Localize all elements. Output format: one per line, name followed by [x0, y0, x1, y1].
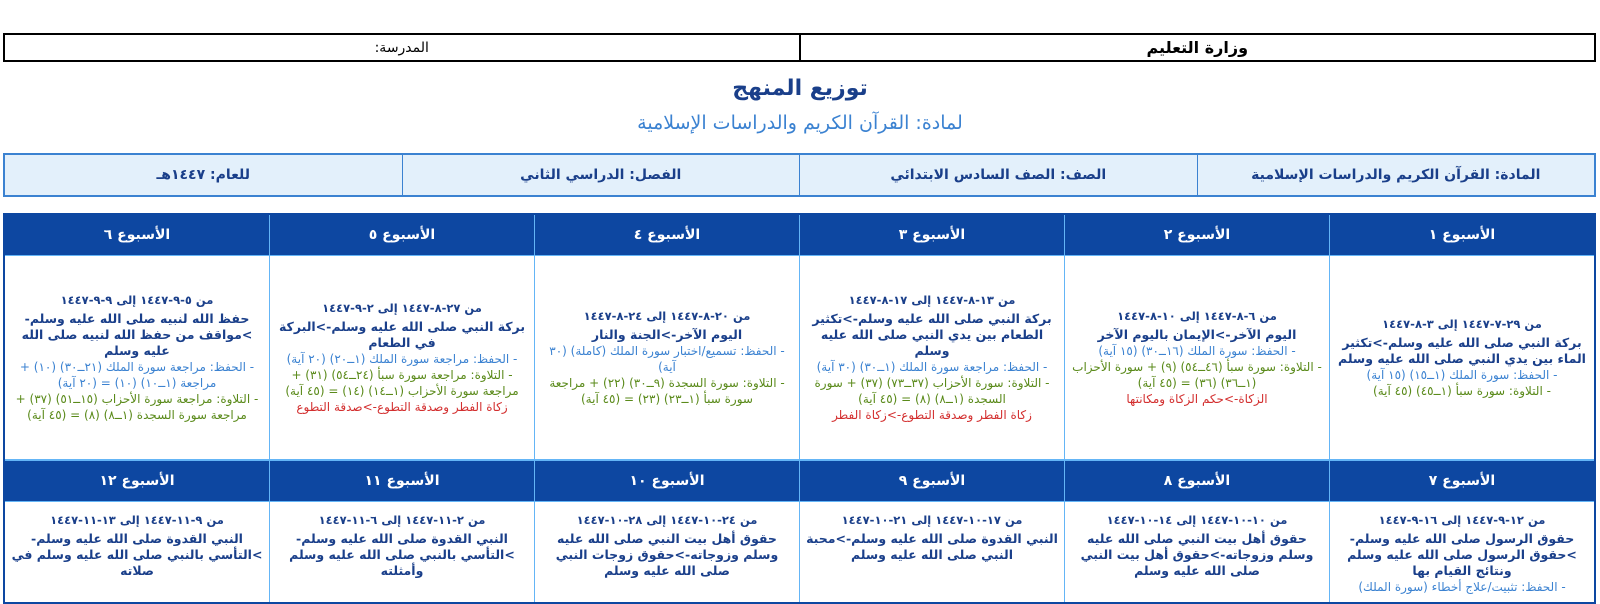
week-cell: [270, 215, 535, 459]
week-body: [1065, 502, 1329, 602]
term-info: الفصل: الدراسي الثاني: [403, 155, 801, 195]
week-lesson: النبي القدوة صلى الله عليه وسلم->التأسي بالنبي صلى الله عليه وسلم وأمثلته: [289, 531, 515, 578]
week-header: الأسبوع ١: [1330, 215, 1594, 256]
year-info: للعام: ١٤٤٧هـ: [5, 155, 403, 195]
week-date: من ٢٤-١٠-١٤٤٧ إلى ٢٨-١٠-١٤٤٧: [576, 513, 758, 527]
week-header: الأسبوع ١١: [270, 459, 534, 502]
week-body: [5, 256, 269, 459]
week-tilawa: - التلاوة: سورة سبأ (٤٦ــ٥٤) (٩) + سورة الأحزاب (١ــ٣٦) (٣٦) = (٤٥ آية): [1072, 360, 1322, 390]
week-lesson: حفظ الله لنبيه صلى الله عليه وسلم->مواقف من حفظ الله لنبيه صلى الله عليه وسلم: [21, 311, 253, 358]
ministry-name: وزارة التعليم: [1146, 38, 1249, 57]
week-lesson: بركة النبي صلى الله عليه وسلم->تكثير الطعام بين يدي النبي صلى الله عليه وسلم: [812, 311, 1052, 358]
week-body: [535, 256, 799, 459]
week-date: من ٢٧-٨-١٤٤٧ إلى ٢-٩-١٤٤٧: [322, 301, 482, 315]
week-hifz: - الحفظ: مراجعة سورة الملك (٢١ــ٣٠) (١٠) + مراجعة (١ــ١٠) (١٠) = (٢٠ آية): [19, 360, 255, 390]
week-cell: [1330, 459, 1594, 602]
week-body: [1330, 502, 1594, 602]
week-hifz: - الحفظ: تثبيت/علاج أخطاء (سورة الملك): [1358, 580, 1566, 594]
week-cell: [1330, 215, 1594, 459]
week-cell: [5, 459, 270, 602]
week-cell: [800, 215, 1065, 459]
school-label: المدرسة:: [5, 35, 801, 60]
week-date: من ١٢-٩-١٤٤٧ إلى ١٦-٩-١٤٤٧: [1378, 513, 1546, 527]
week-body: [535, 502, 799, 602]
week-header: الأسبوع ٩: [800, 459, 1064, 502]
week-header: الأسبوع ٨: [1065, 459, 1329, 502]
week-header: الأسبوع ٦: [5, 215, 269, 256]
week-date: من ١٠-١٠-١٤٤٧ إلى ١٤-١٠-١٤٤٧: [1106, 513, 1288, 527]
week-date: من ١٧-١٠-١٤٤٧ إلى ٢١-١٠-١٤٤٧: [841, 513, 1023, 527]
week-cell: [535, 215, 800, 459]
week-body: [1065, 256, 1329, 459]
week-header: الأسبوع ٤: [535, 215, 799, 256]
week-date: من ٢-١١-١٤٤٧ إلى ٦-١١-١٤٤٧: [318, 513, 486, 527]
week-lesson: حقوق الرسول صلى الله عليه وسلم->حقوق الرسول صلى الله عليه وسلم ونتائج القيام بها: [1347, 531, 1577, 578]
week-cell: [1065, 459, 1330, 602]
week-lesson: اليوم الآخر->الإيمان باليوم الآخر: [1097, 327, 1297, 342]
week-date: من ٢٠-٨-١٤٤٧ إلى ٢٤-٨-١٤٤٧: [583, 309, 751, 323]
week-header: الأسبوع ٧: [1330, 459, 1594, 502]
week-header: الأسبوع ١٠: [535, 459, 799, 502]
week-body: [800, 256, 1064, 459]
week-body: [5, 502, 269, 602]
week-body: [800, 502, 1064, 602]
week-lesson: بركة النبي صلى الله عليه وسلم->البركة في الطعام: [278, 319, 526, 350]
week-date: من ١٣-٨-١٤٤٧ إلى ١٧-٨-١٤٤٧: [848, 293, 1016, 307]
week-tilawa: - التلاوة: سورة الأحزاب (٣٧ــ٧٣) (٣٧) + سورة السجدة (١ــ٨) (٨) = (٤٥ آية): [814, 376, 1050, 406]
week-cell: [270, 459, 535, 602]
week-body: [270, 256, 534, 459]
week-lesson: بركة النبي صلى الله عليه وسلم->تكثير الماء بين يدي النبي صلى الله عليه وسلم: [1338, 335, 1586, 366]
week-tilawa: - التلاوة: مراجعة سورة سبأ (٢٤ــ٥٤) (٣١) + مراجعة سورة الأحزاب (١ــ١٤) (١٤) = (٤٥ آية): [285, 368, 519, 398]
week-date: من ٦-٨-١٤٤٧ إلى ١٠-٨-١٤٤٧: [1117, 309, 1277, 323]
week-hifz: - الحفظ: تسميع/اختبار سورة الملك (كاملة) (٣٠ آية): [549, 344, 785, 374]
week-header: الأسبوع ٥: [270, 215, 534, 256]
week-tilawa: - التلاوة: سورة سبأ (١ــ٤٥) (٤٥ آية): [1373, 384, 1551, 398]
week-cell: [535, 459, 800, 602]
week-date: من ٥-٩-١٤٤٧ إلى ٩-٩-١٤٤٧: [60, 293, 214, 307]
week-date: من ٩-١١-١٤٤٧ إلى ١٣-١١-١٤٤٧: [50, 513, 224, 527]
week-lesson: حقوق أهل بيت النبي صلى الله عليه وسلم وزوجاته->حقوق أهل بيت النبي صلى الله عليه وسلم: [1080, 531, 1314, 578]
week-fiqh: الزكاة->حكم الزكاة ومكانتها: [1126, 392, 1268, 406]
info-table: [3, 153, 1596, 197]
week-cell: [5, 215, 270, 459]
week-hifz: - الحفظ: مراجعة سورة الملك (١ــ٣٠) (٣٠ آية): [816, 360, 1048, 374]
subject-info: المادة: القرآن الكريم والدراسات الإسلامية: [1251, 167, 1541, 183]
week-date: من ٢٩-٧-١٤٤٧ إلى ٣-٨-١٤٤٧: [1382, 317, 1542, 331]
week-hifz: - الحفظ: سورة الملك (١٦ــ٣٠) (١٥ آية): [1098, 344, 1296, 358]
week-body: [1330, 256, 1594, 459]
week-header: الأسبوع ٢: [1065, 215, 1329, 256]
weeks-row-1: [5, 215, 1594, 459]
week-cell: [800, 459, 1065, 602]
week-tilawa: - التلاوة: مراجعة سورة الأحزاب (١٥ــ٥١) (٣٧) + مراجعة سورة السجدة (١ــ٨) (٨) = (٤٥ آية): [15, 392, 259, 422]
week-header: الأسبوع ٣: [800, 215, 1064, 256]
week-tilawa: - التلاوة: سورة السجدة (٩ــ٣٠) (٢٢) + مراجعة سورة سبأ (١ــ٢٣) (٢٣) = (٤٥ آية): [549, 376, 785, 406]
weeks-grid: [3, 213, 1596, 604]
weeks-row-2: [5, 459, 1594, 602]
week-lesson: النبي القدوة صلى الله عليه وسلم->التأسي بالنبي صلى الله عليه وسلم في صلاته: [11, 531, 263, 578]
week-fiqh: زكاة الفطر وصدقة التطوع->صدقة التطوع: [296, 400, 508, 414]
week-body: [270, 502, 534, 602]
week-hifz: - الحفظ: سورة الملك (١ــ١٥) (١٥ آية): [1366, 368, 1558, 382]
grade-info: الصف: الصف السادس الابتدائي: [800, 155, 1198, 195]
page-subtitle: لمادة: القرآن الكريم والدراسات الإسلامية: [637, 112, 963, 134]
week-lesson: النبي القدوة صلى الله عليه وسلم->محبة النبي صلى الله عليه وسلم: [806, 531, 1058, 562]
header-table: [3, 33, 1596, 62]
week-header: الأسبوع ١٢: [5, 459, 269, 502]
week-cell: [1065, 215, 1330, 459]
week-fiqh: زكاة الفطر وصدقة التطوع->زكاة الفطر: [832, 408, 1032, 422]
page-title: توزيع المنهج: [732, 76, 868, 101]
week-lesson: حقوق أهل بيت النبي صلى الله عليه وسلم وزوجاته->حقوق زوجات النبي صلى الله عليه وسلم: [555, 531, 779, 578]
week-hifz: - الحفظ: مراجعة سورة الملك (١ــ٢٠) (٢٠ آية): [286, 352, 518, 366]
week-lesson: اليوم الآخر->الجنة والنار: [591, 327, 743, 342]
